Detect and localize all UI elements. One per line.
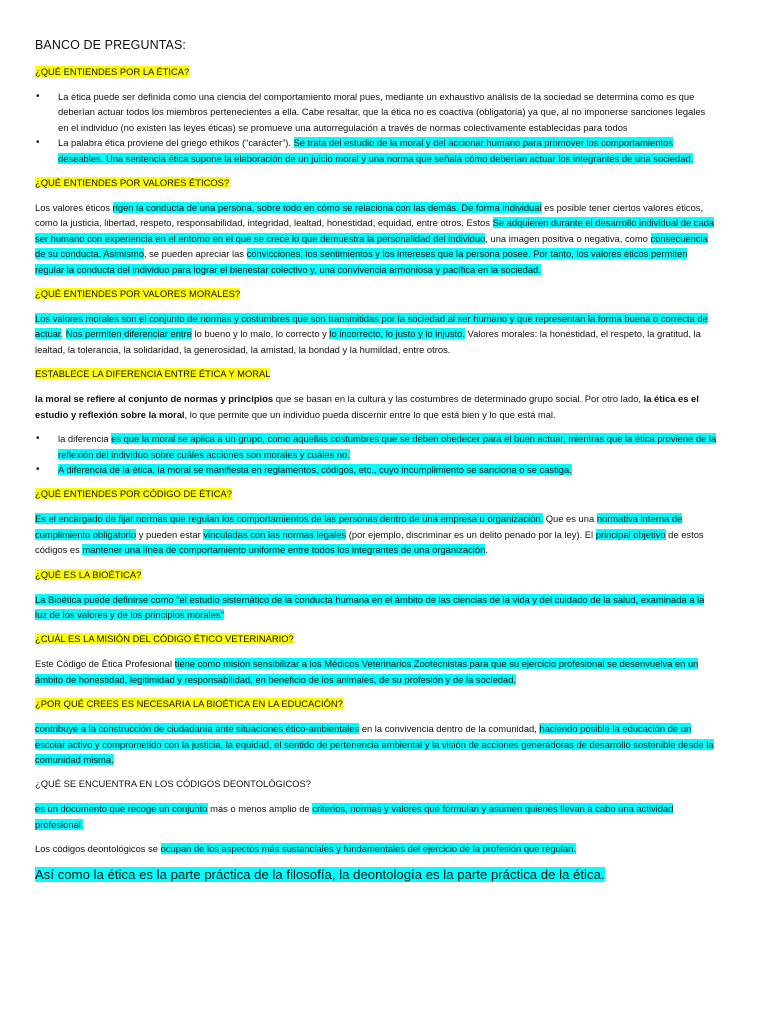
answer-text: es posible tener ciertos valores éticos, como la justicia, libertad, respeto, responsabilidad, integridad, lealtad, honestidad, equidad, entre otros. Estos	[35, 202, 704, 229]
question-5	[35, 486, 718, 501]
answer-8	[35, 721, 718, 767]
answer-text: , lo que permite que un individuo pueda discernir entre lo que está bien y lo que está mal.	[184, 408, 556, 420]
question-8	[35, 696, 718, 711]
question-4-text: ESTABLECE LA DIFERENCIA ENTRE ÉTICA Y MORAL	[35, 368, 271, 380]
highlighted-text: criterios, normas y valores que formulan y asumen quienes llevan a cabo una actividad profesional.	[35, 803, 674, 830]
answer-text: .	[60, 328, 66, 340]
answer-2	[35, 200, 718, 277]
answer-text: (por ejemplo, discriminar es un delito penado por la ley). El	[346, 528, 596, 540]
highlighted-text: contribuye a la construcción de ciudadanía ante situaciones ético-ambientales	[35, 723, 360, 735]
highlighted-text: Nos permiten diferenciar entre	[65, 328, 192, 340]
question-6-text: ¿QUÉ ES LA BIOÉTICA?	[35, 568, 142, 580]
list-item	[35, 462, 718, 477]
highlighted-text: Se adquieren durante el desarrollo individual de cada ser humano con experiencia en el entorno en el que se crece lo que demuestra la personalidad del individuo	[35, 217, 715, 244]
highlighted-text: haciendo posible la educación de un escolar activo y comprometido con la justicia, la equidad, el sentido de pertenencia ambiental y la visión de acciones generadoras de desarrollo sostenible desde la comunidad misma.	[35, 723, 714, 765]
bold-text: la moral se refiere al conjunto de normas y principios	[35, 393, 274, 405]
answer-9-extra	[35, 841, 718, 856]
answer-text: La ética puede ser definida como una ciencia del comportamiento moral pues, mediante un exhaustivo análisis de la sociedad se determina como es que deberían actuar todos los miembros pertenecientes a ella. Cabe resaltar, que la ética no es coactiva (obligatoria) ya que, al no imponerse sanciones legales en el individuo (no existen las leyes éticas) se promueve una autorregulación a través de normas colectivamente establecidas para todos	[58, 91, 706, 133]
answer-text: más o menos amplio de	[207, 803, 313, 815]
closing-statement	[35, 866, 718, 884]
answer-text: de estos códigos es	[35, 528, 704, 556]
list-item	[35, 431, 718, 462]
highlighted-text: A diferencia de la ética, la moral se manifiesta en reglamentos, códigos, etc., cuyo incumplimiento se sanciona o se castiga.	[58, 463, 572, 475]
highlighted-text: normativa interna de cumplimiento obligatorio	[35, 513, 683, 540]
answer-4	[35, 391, 718, 422]
answer-5	[35, 511, 718, 557]
highlighted-text: Los valores morales son el conjunto de normas y costumbres que son transmitidas por la sociedad al ser humano y que representan la forma buena o correcta de actuar	[35, 313, 708, 340]
question-4	[35, 366, 718, 381]
answer-text: , se pueden apreciar las	[143, 248, 247, 260]
highlighted-text: convicciones, los sentimientos y los intereses que la persona posee. Por tanto, los valores éticos permiten regular la conducta del individuo para lograr el bienestar colectivo y, una convivencia armoniosa y pacífica en la sociedad.	[35, 248, 688, 275]
answer-text: La palabra ética proviene del griego ethikos (“carácter”).	[58, 137, 294, 149]
question-1-text: ¿QUÉ ENTIENDES POR LA ÉTICA?	[35, 66, 190, 77]
highlighted-text: es un documento que recoge un conjunto	[35, 803, 208, 815]
answer-7	[35, 656, 718, 687]
highlighted-text: tiene como misión sensibilizar a los Médicos Veterinarios Zootecnistas para que su ejercicio profesional se desenvuelva en un ámbito de honestidad, legitimidad y responsabilidad, en beneficio de los animales, de su profesión y de la sociedad.	[35, 658, 699, 685]
answer-text: Los códigos deontológicos se	[35, 843, 161, 855]
highlighted-text: rigen la conducta de una persona, sobre todo en cómo se relaciona con las demás. De forma individual	[112, 202, 542, 214]
document-title: BANCO DE PREGUNTAS:	[35, 38, 186, 52]
highlighted-text: consecuencia de su conducta. Asimismo	[35, 232, 708, 260]
answer-text: lo bueno y lo malo, lo correcto y	[191, 328, 330, 340]
answer-text: , una imagen positiva o negativa, como	[485, 232, 651, 244]
question-1-bullets	[35, 89, 718, 166]
answer-text: que se basan en la cultura y las costumbres de determinado grupo social. Por otro lado,	[273, 393, 644, 405]
highlighted-text: Es el encargado de fijar normas que regulan los comportamientos de las personas dentro de una empresa u organización.	[35, 513, 544, 525]
highlighted-text: Así como la ética es la parte práctica de la filosofía, la deontología es la parte práctica de la ética.	[35, 866, 605, 882]
bullet-icon: •	[36, 91, 40, 102]
question-5-text: ¿QUÉ ENTIENDES POR CÓDIGO DE ÉTICA?	[35, 488, 232, 500]
question-8-text: ¿POR QUÉ CREES ES NECESARIA LA BIOÉTICA EN LA EDUCACIÓN?	[35, 698, 343, 710]
answer-text: Este Código de Ética Profesional	[35, 658, 175, 670]
question-3-text: ¿QUÉ ENTIENDES POR VALORES MORALES?	[35, 288, 241, 300]
highlighted-text: Se trata del estudio de la moral y del accionar humano para promover los comportamientos deseables. Una sentencia ética supone la elaboración de un juicio moral y una norma que señala cómo deberían actuar los integrantes de una sociedad.	[58, 137, 694, 164]
question-7	[35, 631, 718, 646]
answer-9	[35, 801, 718, 832]
answer-text: en la convivencia dentro de la comunidad,	[359, 723, 540, 735]
question-3	[35, 286, 718, 301]
answer-text: Valores morales: la honestidad, el respeto, la gratitud, la lealtad, la tolerancia, la solidaridad, la generosidad, la amistad, la bondad y la humildad, entre otros.	[35, 328, 701, 355]
answer-text: Los valores éticos	[35, 202, 113, 214]
highlighted-text: lo incorrecto, lo justo y lo injusto.	[329, 328, 465, 340]
question-4-bullets	[35, 431, 718, 477]
question-1	[35, 64, 718, 79]
answer-text: .	[485, 544, 488, 556]
answer-text: Que es una	[543, 513, 597, 525]
highlighted-text: La Bioética puede definirse como "el estudio sistemático de la conducta humana en el ámbito de las ciencias de la vida y del cuidado de la salud, examinada a la luz de los valores y de los principios morales"	[35, 593, 705, 620]
question-7-text: ¿CUÁL ES LA MISIÓN DEL CÓDIGO ÉTICO VETERINARIO?	[35, 633, 294, 645]
answer-text: la diferencia	[58, 433, 112, 445]
answer-text: y pueden estar	[136, 528, 204, 540]
question-2	[35, 175, 718, 190]
highlighted-text: principal objetivo	[595, 528, 666, 540]
question-6	[35, 567, 718, 582]
answer-6	[35, 592, 718, 623]
question-9-text: ¿QUÉ SE ENCUENTRA EN LOS CÓDIGOS DEONTOLÓGICOS?	[35, 778, 311, 790]
question-2-text: ¿QUÉ ENTIENDES POR VALORES ÉTICOS?	[35, 177, 230, 189]
bullet-icon: •	[36, 433, 40, 445]
highlighted-text: ocupan de los aspectos más sustanciales y fundamentales del ejercicio de la profesión que regulan.	[160, 843, 576, 855]
bullet-icon: •	[36, 463, 40, 475]
bold-text: la ética es el estudio y reflexión sobre la moral	[35, 393, 699, 420]
question-9	[35, 776, 718, 791]
highlighted-text: mantener una línea de comportamiento uniforme entre todos los integrantes de una organización	[82, 544, 486, 556]
list-item	[35, 135, 718, 166]
bullet-icon: •	[36, 137, 40, 149]
answer-3	[35, 311, 718, 357]
highlighted-text: vinculadas con las normas legales	[203, 528, 347, 540]
list-item	[35, 89, 718, 135]
highlighted-text: es que la moral se aplica a un grupo, como aquellas costumbres que se deben obedecer para el buen actuar, mientras que la ética proviene de la reflexión del individuo sobre cuáles acciones son morales y cuáles no.	[58, 433, 717, 460]
